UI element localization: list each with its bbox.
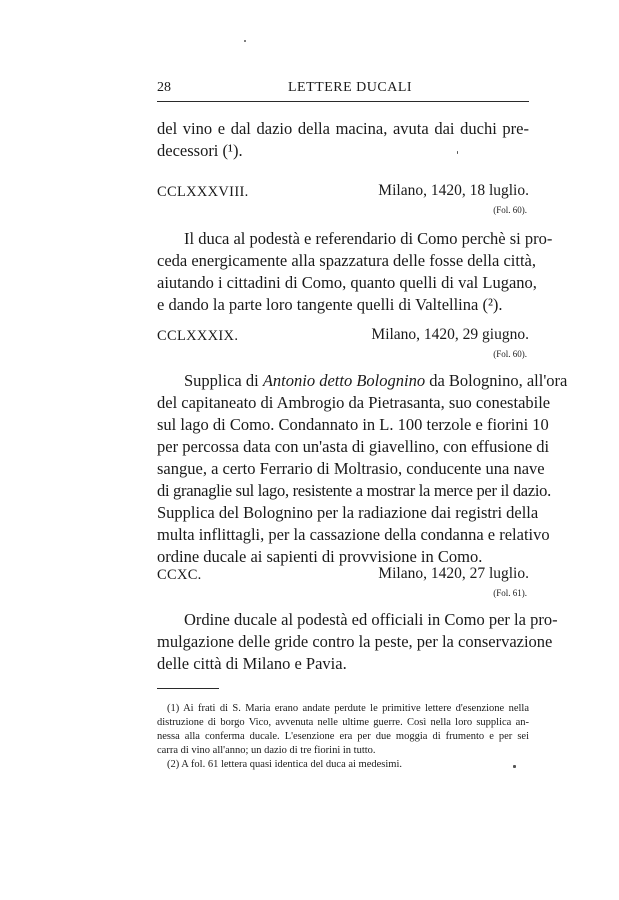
entry-folio: (Fol. 60).	[493, 349, 527, 359]
footnote-line: nessa alla conferma ducale. L'esenzione era per due moggia di frumento e per sei	[157, 731, 529, 742]
entry-text-line: sul lago di Como. Condannato in L. 100 terzole e fiorini 10	[157, 415, 549, 434]
entry-text-line: del capitaneato di Ambrogio da Pietrasanta, suo conestabile	[157, 393, 551, 412]
entry-text-line: delle città di Milano e Pavia.	[157, 654, 347, 673]
footnote-rule	[157, 688, 219, 689]
person-name: Antonio detto Bolognino	[262, 371, 426, 390]
footnote-line: distruzione di borgo Vico, avvenuta nelle ultime guerre. Così nella loro supplica an-	[157, 717, 529, 728]
entry-text-line: aiutando i cittadini di Como, quanto quelli di val Lugano,	[157, 273, 537, 292]
entry-date: Milano, 1420, 18 luglio.	[378, 182, 529, 199]
entry-text-line: Ordine ducale al podestà ed officiali in Como per la pro-	[184, 610, 558, 629]
footnote-line: (2) A fol. 61 lettera quasi identica del duca ai medesimi.	[167, 759, 403, 770]
entry-text-line: multa inflittagli, per la cassazione della condanna e relativo	[157, 525, 550, 544]
entry-number: CCXC.	[157, 567, 202, 583]
footnote-line: (1) Ai frati di S. Maria erano andate perdute le primitive lettere d'esenzione nella	[167, 703, 529, 714]
entry-folio: (Fol. 61).	[493, 588, 527, 598]
entry-text-line: e dando la parte loro tangente quelli di Valtellina (²).	[157, 295, 503, 314]
print-speck	[244, 40, 246, 42]
entry-text-prefix: Supplica di	[184, 371, 263, 390]
header-rule	[157, 101, 529, 102]
entry-text-line: per percossa data con un'asta di giavellino, con effusione di	[157, 437, 550, 456]
intro-line: decessori (¹).	[157, 141, 243, 160]
entry-number: CCLXXXIX.	[157, 328, 239, 344]
entry-text-suffix: da Bolognino, all'ora	[425, 371, 568, 390]
entry-text-line: sangue, a certo Ferrario di Moltrasio, conducente una nave	[157, 459, 545, 478]
entry-text-line: Supplica del Bolognino per la radiazione dai registri della	[157, 503, 539, 522]
entry-text-line: ceda energicamente alla spazzatura delle fosse della città,	[157, 251, 536, 270]
intro-line: del vino e dal dazio della macina, avuta dai duchi pre-	[157, 119, 529, 138]
entry-folio: (Fol. 60).	[493, 205, 527, 215]
print-speck	[457, 151, 458, 154]
page-number: 28	[157, 80, 171, 95]
entry-text-line: ordine ducale ai sapienti di provvisione in Como.	[157, 547, 483, 566]
entry-date: Milano, 1420, 27 luglio.	[378, 565, 529, 582]
print-speck	[513, 765, 516, 768]
entry-text-line: di granaglie sul lago, resistente a mostrar la merce per il dazio.	[157, 481, 551, 500]
entry-text-line: mulgazione delle gride contro la peste, per la conservazione	[157, 632, 553, 651]
entry-number: CCLXXXVIII.	[157, 184, 249, 200]
entry-text-line: Il duca al podestà e referendario di Como perchè si pro-	[184, 229, 553, 248]
footnote-line: carra di vino all'anno; un dazio di tre fiorini in tutto.	[157, 745, 376, 756]
entry-text-line	[157, 370, 568, 392]
entry-date: Milano, 1420, 29 giugno.	[371, 326, 529, 343]
running-title: LETTERE DUCALI	[288, 80, 413, 95]
